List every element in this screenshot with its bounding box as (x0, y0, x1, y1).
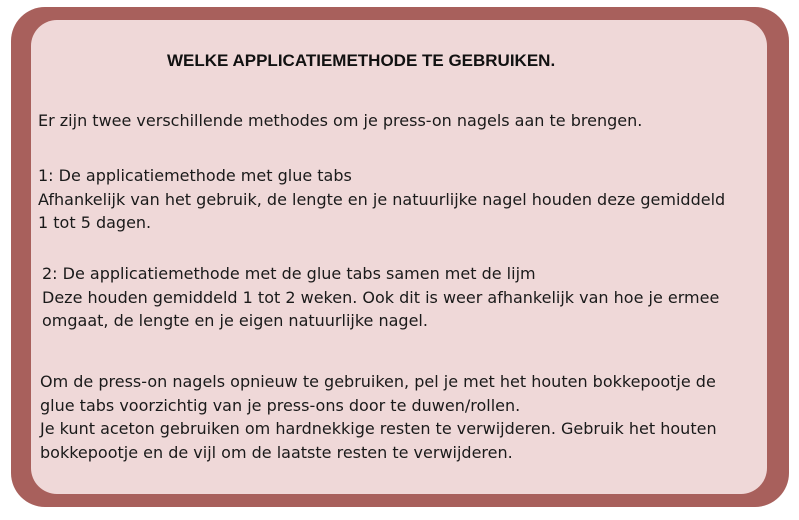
method-2-heading: 2: De applicatiemethode met de glue tabs samen met de lijm (42, 264, 536, 283)
method-2-line-1: Deze houden gemiddeld 1 tot 2 weken. Ook dit is weer afhankelijk van hoe je ermee (42, 287, 720, 307)
method-1-heading: 1: De applicatiemethode met glue tabs (38, 166, 352, 185)
method-1-line-1: Afhankelijk van het gebruik, de lengte en je natuurlijke nagel houden deze gemiddeld (38, 189, 726, 209)
method-2-line-2: omgaat, de lengte en je eigen natuurlijke nagel. (42, 311, 428, 330)
card-title: WELKE APPLICATIEMETHODE TE GEBRUIKEN. (167, 51, 556, 70)
method-2-section (42, 262, 719, 333)
reuse-line-4: bokkepootje en de vijl om de laatste resten te verwijderen. (40, 442, 513, 462)
intro-paragraph (38, 109, 642, 133)
method-1-section (38, 164, 725, 235)
reuse-line-3: Je kunt aceton gebruiken om hardnekkige resten te verwijderen. Gebruik het houten (40, 419, 717, 438)
reuse-line-1: Om de press-on nagels opnieuw te gebruiken, pel je met het houten bokkepootje de (40, 372, 716, 391)
reuse-line-2: glue tabs voorzichtig van je press-ons door te duwen/rollen. (40, 395, 521, 415)
reuse-section (40, 370, 717, 464)
intro-text: Er zijn twee verschillende methodes om je press-on nagels aan te brengen. (38, 111, 643, 130)
method-1-line-2: 1 tot 5 dagen. (38, 213, 152, 232)
